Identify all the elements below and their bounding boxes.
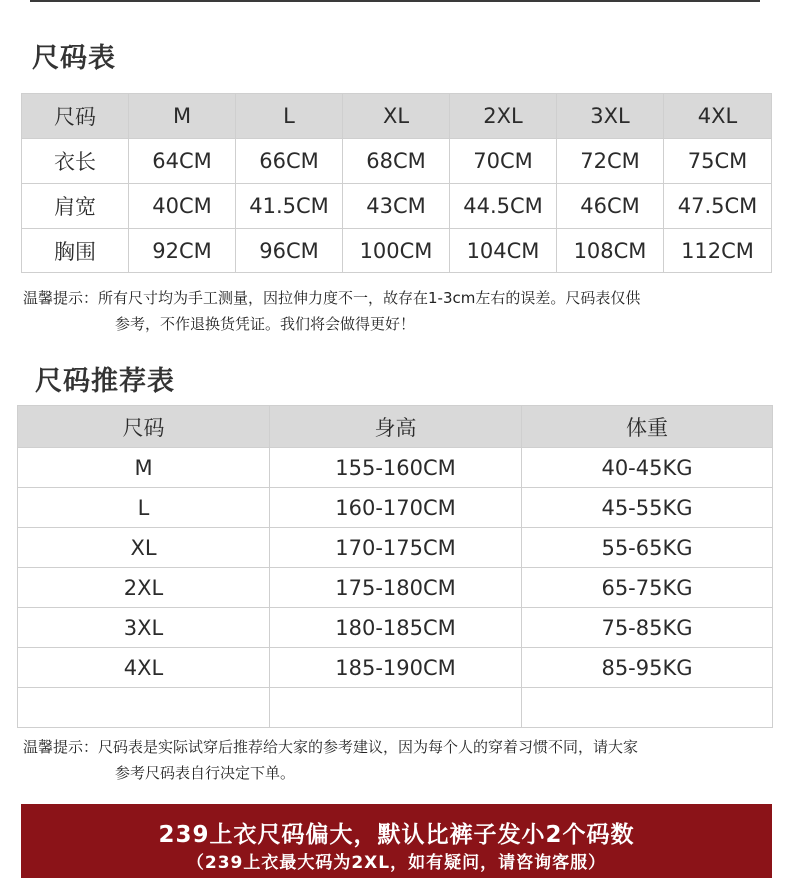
table-cell: 92CM bbox=[129, 229, 236, 273]
table-cell: 155-160CM bbox=[270, 448, 522, 488]
size-chart-table bbox=[21, 93, 772, 273]
note-line: 温馨提示：尺码表是实际试穿后推荐给大家的参考建议，因为每个人的穿着习惯不同，请大家 bbox=[23, 738, 639, 756]
table-cell: 72CM bbox=[557, 139, 664, 184]
table-cell: 180-185CM bbox=[270, 608, 522, 648]
table-cell: 2XL bbox=[18, 568, 270, 608]
size-warning-banner bbox=[21, 804, 772, 878]
table-cell bbox=[522, 688, 773, 728]
table-cell: 衣长 bbox=[22, 139, 129, 184]
recommend-chart-table bbox=[17, 405, 773, 728]
table-cell: 40CM bbox=[129, 184, 236, 229]
table-cell: 47.5CM bbox=[664, 184, 772, 229]
note-line: 参考尺码表自行决定下单。 bbox=[115, 764, 296, 782]
banner-subline: （239上衣最大码为2XL，如有疑问，请咨询客服） bbox=[186, 853, 607, 873]
table-cell: 65-75KG bbox=[522, 568, 773, 608]
table-header: 体重 bbox=[522, 406, 773, 448]
table-row bbox=[18, 608, 773, 648]
table-cell: 75-85KG bbox=[522, 608, 773, 648]
size-chart-title: 尺码表 bbox=[32, 43, 116, 74]
table-header: 4XL bbox=[664, 94, 772, 139]
table-header: 尺码 bbox=[22, 94, 129, 139]
table-row bbox=[18, 568, 773, 608]
table-cell: L bbox=[18, 488, 270, 528]
table-cell bbox=[270, 688, 522, 728]
table-header: M bbox=[129, 94, 236, 139]
table-row-empty bbox=[18, 688, 773, 728]
table-cell bbox=[18, 688, 270, 728]
note-line: 温馨提示：所有尺寸均为手工测量，因拉伸力度不一，故存在1-3cm左右的误差。尺码表仅供 bbox=[23, 289, 641, 307]
table-cell: 66CM bbox=[236, 139, 343, 184]
table-cell: 40-45KG bbox=[522, 448, 773, 488]
table-header: 身高 bbox=[270, 406, 522, 448]
table-cell: 胸围 bbox=[22, 229, 129, 273]
table-row bbox=[18, 448, 773, 488]
table-row bbox=[18, 528, 773, 568]
table-cell: 45-55KG bbox=[522, 488, 773, 528]
table-cell: 43CM bbox=[343, 184, 450, 229]
table-cell: 70CM bbox=[450, 139, 557, 184]
table-cell: 170-175CM bbox=[270, 528, 522, 568]
table-cell: 185-190CM bbox=[270, 648, 522, 688]
table-cell: 3XL bbox=[18, 608, 270, 648]
banner-headline: 239上衣尺码偏大，默认比裤子发小2个码数 bbox=[158, 822, 635, 848]
note-line: 参考，不作退换货凭证。我们将会做得更好！ bbox=[115, 315, 416, 333]
table-row bbox=[18, 648, 773, 688]
recommend-header-row bbox=[18, 406, 773, 448]
table-cell: 44.5CM bbox=[450, 184, 557, 229]
table-cell: 104CM bbox=[450, 229, 557, 273]
table-cell: 85-95KG bbox=[522, 648, 773, 688]
table-cell: XL bbox=[18, 528, 270, 568]
table-cell: 96CM bbox=[236, 229, 343, 273]
table-cell: 160-170CM bbox=[270, 488, 522, 528]
recommend-chart-note bbox=[23, 734, 773, 786]
table-cell: 175-180CM bbox=[270, 568, 522, 608]
recommend-chart-title: 尺码推荐表 bbox=[35, 366, 175, 397]
table-cell: 68CM bbox=[343, 139, 450, 184]
table-row bbox=[22, 139, 772, 184]
table-cell: 肩宽 bbox=[22, 184, 129, 229]
table-cell: 100CM bbox=[343, 229, 450, 273]
top-divider bbox=[30, 0, 760, 2]
table-cell: 4XL bbox=[18, 648, 270, 688]
table-row bbox=[22, 184, 772, 229]
table-cell: 75CM bbox=[664, 139, 772, 184]
table-cell: 46CM bbox=[557, 184, 664, 229]
size-chart-header-row bbox=[22, 94, 772, 139]
table-header: 2XL bbox=[450, 94, 557, 139]
table-row bbox=[18, 488, 773, 528]
table-row bbox=[22, 229, 772, 273]
table-cell: 112CM bbox=[664, 229, 772, 273]
table-cell: 64CM bbox=[129, 139, 236, 184]
table-cell: 55-65KG bbox=[522, 528, 773, 568]
table-cell: 108CM bbox=[557, 229, 664, 273]
table-header: 3XL bbox=[557, 94, 664, 139]
table-header: L bbox=[236, 94, 343, 139]
table-header: 尺码 bbox=[18, 406, 270, 448]
table-cell: M bbox=[18, 448, 270, 488]
table-cell: 41.5CM bbox=[236, 184, 343, 229]
table-header: XL bbox=[343, 94, 450, 139]
size-chart-note bbox=[23, 285, 773, 337]
